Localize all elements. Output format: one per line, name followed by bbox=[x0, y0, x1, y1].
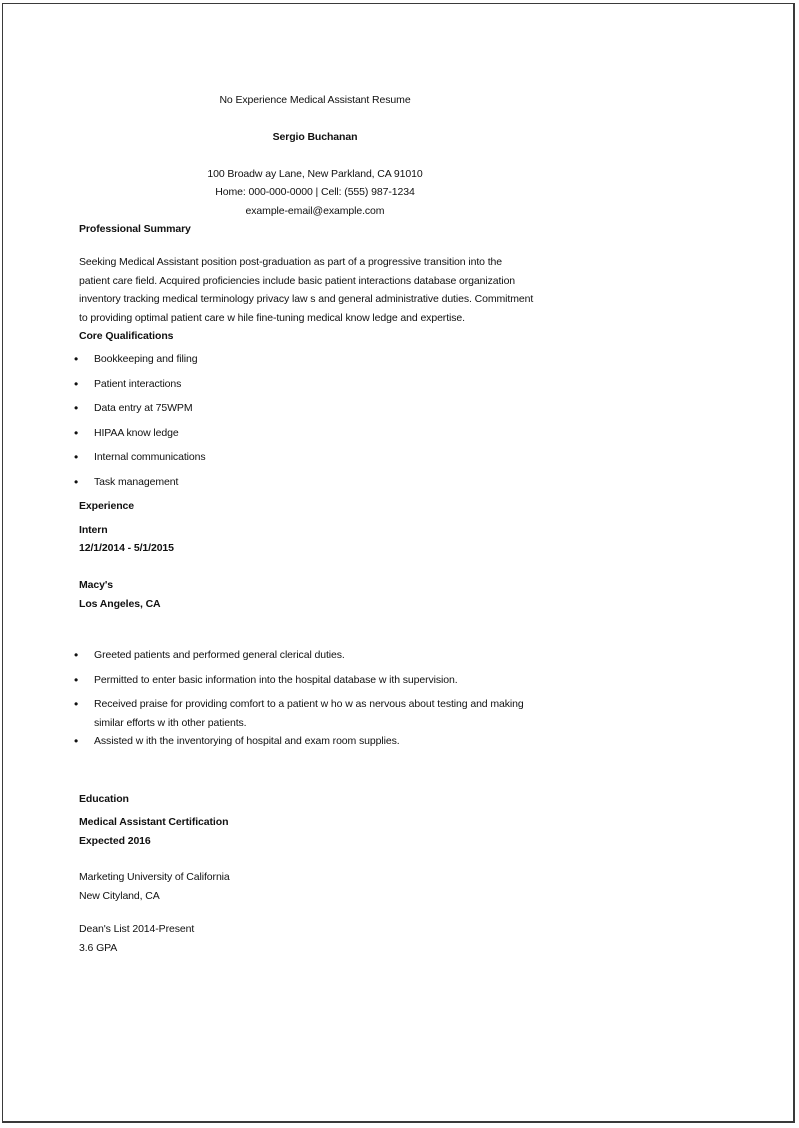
section-heading-education: Education bbox=[79, 793, 129, 805]
qualification-item: Bookkeeping and filing bbox=[94, 353, 198, 365]
section-heading-summary: Professional Summary bbox=[79, 223, 191, 235]
bullet-icon: • bbox=[74, 673, 79, 687]
experience-bullet: Received praise for providing comfort to a patient w ho w as nervous about testing and making bbox=[94, 698, 524, 710]
summary-line: inventory tracking medical terminology privacy law s and general administrative duties. Commitment bbox=[79, 293, 534, 305]
qualification-item: Task management bbox=[94, 476, 179, 488]
bullet-icon: • bbox=[74, 734, 79, 748]
qualification-item: Internal communications bbox=[94, 451, 206, 463]
phone: Home: 000-000-0000 | Cell: (555) 987-1234 bbox=[215, 186, 415, 198]
candidate-name: Sergio Buchanan bbox=[272, 131, 358, 143]
document-title: No Experience Medical Assistant Resume bbox=[219, 94, 411, 106]
degree: Medical Assistant Certification bbox=[79, 816, 229, 828]
expected-date: Expected 2016 bbox=[79, 835, 151, 847]
section-heading-qualifications: Core Qualifications bbox=[79, 330, 174, 342]
bullet-icon: • bbox=[74, 697, 79, 711]
email: example-email@example.com bbox=[245, 205, 385, 217]
summary-line: to providing optimal patient care w hile fine-tuning medical know ledge and expertise. bbox=[79, 312, 465, 324]
bullet-icon: • bbox=[74, 352, 79, 366]
qualification-item: Patient interactions bbox=[94, 378, 182, 390]
section-heading-experience: Experience bbox=[79, 500, 135, 512]
experience-bullet: Permitted to enter basic information into the hospital database w ith supervision. bbox=[94, 674, 458, 686]
qualification-item: Data entry at 75WPM bbox=[94, 402, 193, 414]
bullet-icon: • bbox=[74, 401, 79, 415]
school-location: New Cityland, CA bbox=[79, 890, 160, 902]
gpa: 3.6 GPA bbox=[79, 942, 118, 954]
address: 100 Broadw ay Lane, New Parkland, CA 91010 bbox=[207, 168, 423, 180]
bullet-icon: • bbox=[74, 426, 79, 440]
job-dates: 12/1/2014 - 5/1/2015 bbox=[79, 542, 174, 554]
job-title: Intern bbox=[79, 524, 108, 536]
qualification-item: HIPAA know ledge bbox=[94, 427, 179, 439]
bullet-icon: • bbox=[74, 475, 79, 489]
bullet-icon: • bbox=[74, 450, 79, 464]
honors: Dean's List 2014-Present bbox=[79, 923, 195, 935]
summary-line: patient care field. Acquired proficiencies include basic patient interactions database organization bbox=[79, 275, 516, 287]
summary-line: Seeking Medical Assistant position post-graduation as part of a progressive transition into the bbox=[79, 256, 502, 268]
experience-bullet: Assisted w ith the inventorying of hospital and exam room supplies. bbox=[94, 735, 400, 747]
experience-bullet-continuation: similar efforts w ith other patients. bbox=[94, 717, 247, 729]
employer: Macy's bbox=[79, 579, 114, 591]
job-location: Los Angeles, CA bbox=[79, 598, 161, 610]
experience-bullet: Greeted patients and performed general clerical duties. bbox=[94, 649, 345, 661]
bullet-icon: • bbox=[74, 377, 79, 391]
school: Marketing University of California bbox=[79, 871, 230, 883]
bullet-icon: • bbox=[74, 648, 79, 662]
